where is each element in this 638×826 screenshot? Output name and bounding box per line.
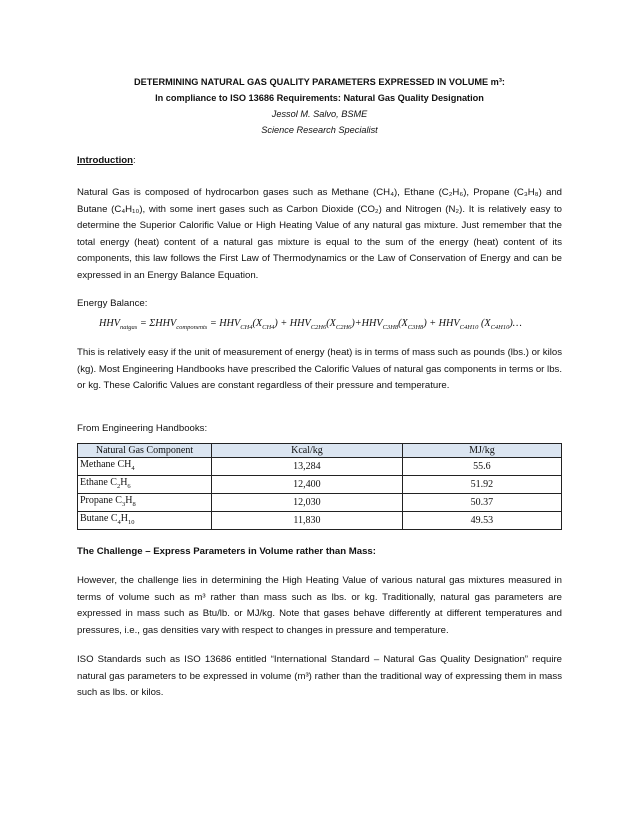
component-sub: 6 [127, 483, 131, 490]
calorific-values-table [77, 443, 562, 530]
eq-term-sub: CH4 [262, 324, 275, 332]
component-cell [78, 458, 212, 476]
eq-term: = HHV [207, 318, 241, 329]
component-cell [78, 512, 212, 530]
mj-cell: 49.53 [402, 512, 561, 530]
mj-cell: 51.92 [402, 476, 561, 494]
handbooks-label: From Engineering Handbooks: [77, 423, 208, 434]
eq-term-sub: CH4 [240, 324, 253, 332]
component-sub: 8 [132, 501, 136, 508]
eq-lhs-sub: natgas [119, 324, 138, 332]
energy-balance-equation [99, 318, 569, 331]
energy-balance-label: Energy Balance: [77, 298, 148, 309]
column-header-mj: MJ/kg [402, 444, 561, 458]
eq-term-sub: C3H8 [407, 324, 424, 332]
eq-term-sub: C4H10 [459, 324, 479, 332]
eq-term: (X [252, 318, 263, 329]
eq-term: )+HHV [351, 318, 383, 329]
component-sub: 10 [127, 519, 135, 526]
title-line-1: DETERMINING NATURAL GAS QUALITY PARAMETERS EXPRESSED IN VOLUME m³: [134, 77, 505, 87]
eq-term-sub: C4H10 [490, 324, 510, 332]
component-name: H [120, 513, 128, 524]
mass-units-paragraph: This is relatively easy if the unit of measurement of energy (heat) is in terms of mass such as pounds (lbs.) or kilos (kg). Most Engineering Handbooks have prescribed the Calorific Values of natural gas components in terms or lbs. or kg. These Calorific Values are constant regardless of their pressure and temperature. [77, 347, 562, 392]
eq-term: )… [509, 318, 522, 329]
introduction-heading-colon: : [132, 155, 136, 166]
introduction-paragraph: Natural Gas is composed of hydrocarbon gases such as Methane (CH₄), Ethane (C₂H₆), Propane (C₃H₈) and Butane (C₄H₁₀), with some inert gases such as Carbon Dioxide (CO₂) and Nitrogen (N₂). It is relatively easy to determine the Superior Calorific Value or High Heating Value of any natural gas mixture. Just remember that the total energy (heat) content of a natural gas mixture is equal to the sum of the energy (heat) content of its components, this law follows the First Law of Thermodynamics or the Law of Conservation of Energy and can be expressed in an Energy Balance Equation. [77, 187, 562, 281]
table-row [78, 458, 562, 476]
eq-sum: = ΣHHV [137, 318, 177, 329]
document-header [77, 74, 562, 138]
eq-term: (X [478, 318, 491, 329]
component-sub: 3 [121, 501, 126, 508]
column-header-kcal: Kcal/kg [212, 444, 403, 458]
eq-term-sub: C3H8 [382, 324, 399, 332]
component-cell [78, 476, 212, 494]
eq-term-sub: C2H6 [335, 324, 352, 332]
kcal-cell: 12,030 [212, 494, 403, 512]
eq-term: ) + HHV [274, 318, 311, 329]
table-row [78, 494, 562, 512]
eq-term: ) + HHV [423, 318, 460, 329]
component-sub: 4 [117, 519, 121, 526]
kcal-cell: 11,830 [212, 512, 403, 530]
eq-lhs: HHV [99, 318, 120, 329]
component-name: Propane C [80, 495, 122, 506]
author-role: Science Research Specialist [261, 125, 378, 135]
author-name: Jessol M. Salvo, BSME [271, 109, 368, 119]
kcal-cell: 13,284 [212, 458, 403, 476]
iso-paragraph: ISO Standards such as ISO 13686 entitled “International Standard – Natural Gas Quality Designation” require natural gas parameters to be expressed in volume (m³) rather than the traditional way of expressing them in mass such as lbs. or kilos. [77, 654, 562, 699]
title-line-2: In compliance to ISO 13686 Requirements: Natural Gas Quality Designation [155, 93, 484, 103]
component-name: H [120, 477, 128, 488]
component-sub: 2 [116, 483, 121, 490]
eq-sum-sub: components [176, 324, 208, 332]
component-name: Methane CH [80, 459, 132, 470]
eq-term: (X [326, 318, 336, 329]
component-cell [78, 494, 212, 512]
table-row [78, 476, 562, 494]
component-sub: 4 [131, 465, 135, 472]
table-row [78, 512, 562, 530]
component-name: Ethane C [80, 477, 117, 488]
mj-cell: 50.37 [402, 494, 561, 512]
challenge-heading: The Challenge – Express Parameters in Volume rather than Mass: [77, 546, 376, 557]
component-name: Butane C [80, 513, 118, 524]
challenge-paragraph: However, the challenge lies in determining the High Heating Value of various natural gas mixtures measured in terms of volume such as m³ rather than mass such as lbs. or kg. Traditionally, natural gas parameters are expressed in mass such as Btu/lb. or MJ/kg. Note that gases behave differently at different temperatures and pressures, i.e., gas densities vary with respect to changes in pressure and temperature. [77, 575, 562, 636]
introduction-heading-block [77, 153, 136, 170]
eq-term-sub: C2H6 [310, 324, 327, 332]
eq-term: (X [398, 318, 408, 329]
table-header-row [78, 444, 562, 458]
kcal-cell: 12,400 [212, 476, 403, 494]
column-header-component: Natural Gas Component [78, 444, 212, 458]
introduction-heading: Introduction [77, 155, 133, 166]
component-name: H [125, 495, 133, 506]
mj-cell: 55.6 [402, 458, 561, 476]
